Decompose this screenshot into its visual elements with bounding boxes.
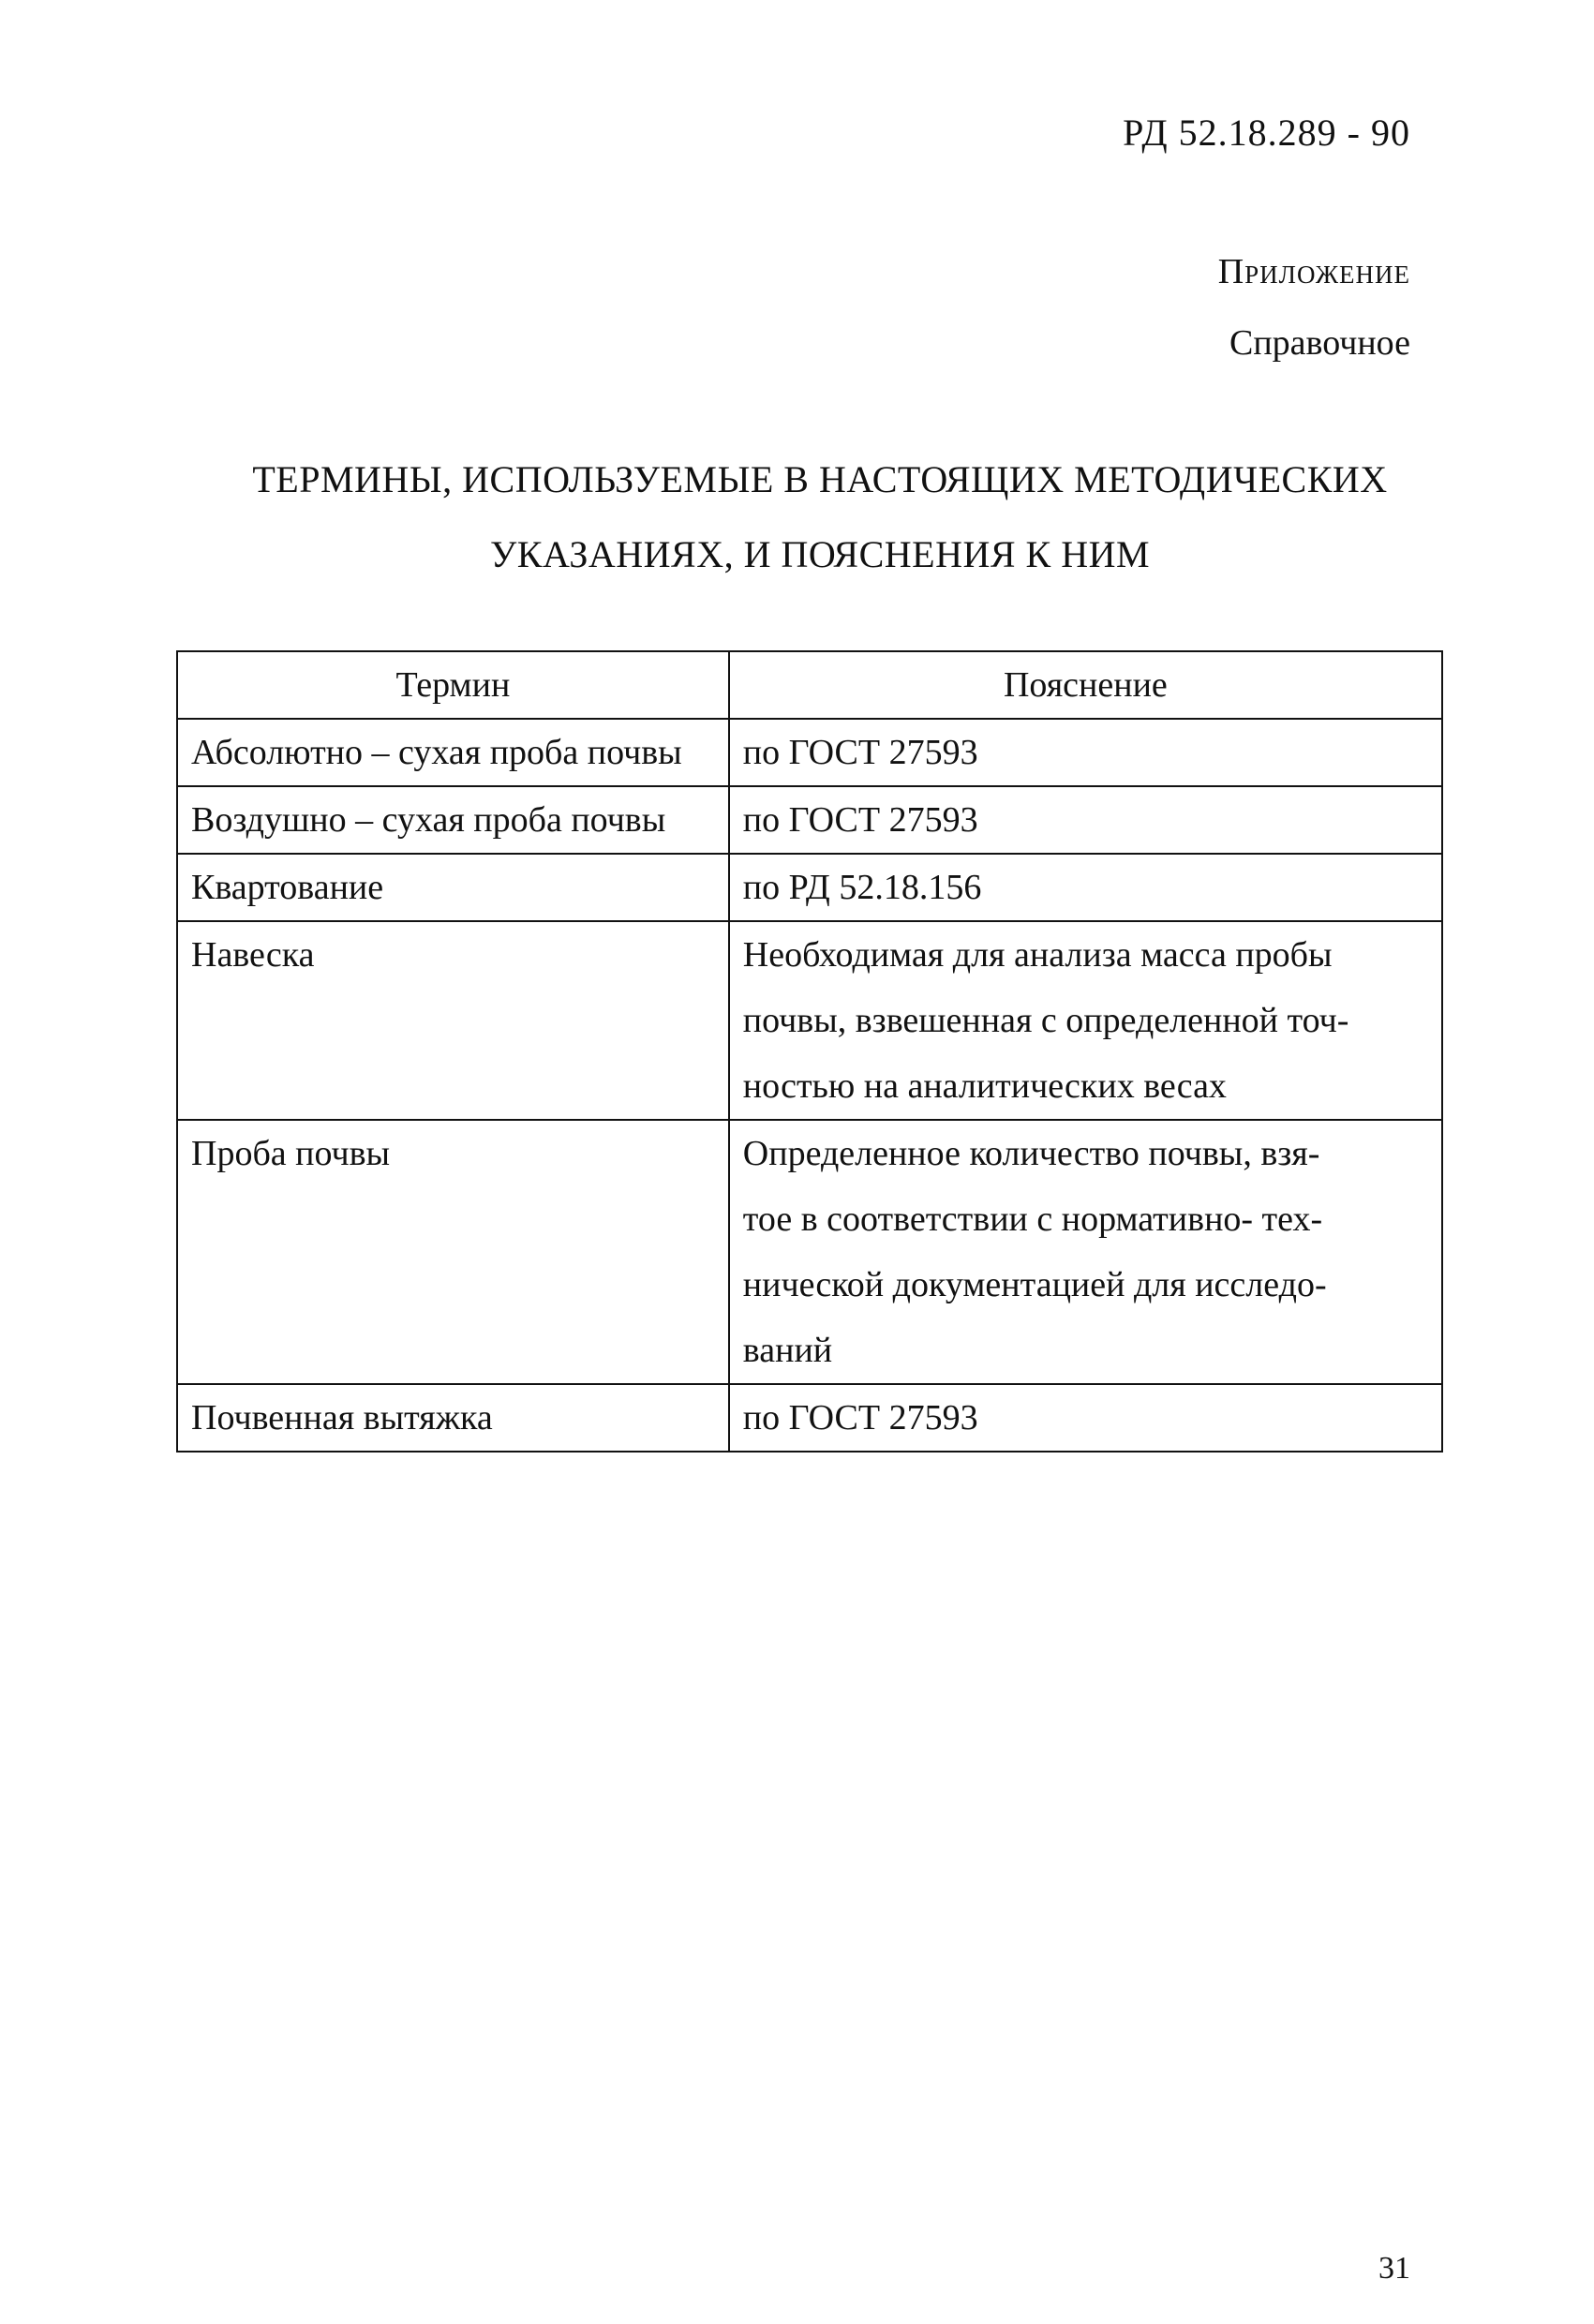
explanation-line: по ГОСТ 27593: [742, 800, 978, 840]
column-header-term: Термин: [177, 651, 729, 719]
appendix-label: Приложение: [1217, 252, 1410, 291]
term-cell: Почвенная вытяжка: [177, 1384, 729, 1452]
document-code: РД 52.18.289 - 90: [1123, 112, 1410, 154]
explanation-line: ностью на аналитических весах: [742, 1066, 1227, 1106]
explanation-line: Необходимая для анализа масса пробы: [742, 935, 1333, 975]
explanation-line: Определенное количество почвы, взя-: [742, 1134, 1320, 1173]
page-title: [178, 442, 1462, 592]
term-cell: Воздушно – сухая проба почвы: [177, 786, 729, 854]
term-cell: Абсолютно – сухая проба почвы: [177, 719, 729, 786]
column-header-explanation: Пояснение: [729, 651, 1442, 719]
table-row: [177, 921, 1442, 1120]
explanation-line: почвы, взвешенная с определенной точ-: [742, 1001, 1349, 1040]
explanation-cell: [729, 1384, 1442, 1452]
explanation-line: нической документацией для исследо-: [742, 1265, 1327, 1304]
table-row: [177, 1384, 1442, 1452]
explanation-cell: [729, 921, 1442, 1120]
table-row: [177, 854, 1442, 921]
table-row: [177, 786, 1442, 854]
explanation-line: тое в соответствии с нормативно- тех-: [742, 1199, 1323, 1239]
terms-table: [176, 650, 1443, 1452]
explanation-line: по ГОСТ 27593: [742, 1398, 978, 1438]
term-cell: Навеска: [177, 921, 729, 1120]
explanation-cell: [729, 719, 1442, 786]
explanation-cell: [729, 854, 1442, 921]
term-cell: Квартование: [177, 854, 729, 921]
table-row: [177, 1120, 1442, 1384]
table-row: [177, 719, 1442, 786]
term-cell: Проба почвы: [177, 1120, 729, 1384]
appendix-type: Справочное: [1229, 323, 1410, 363]
explanation-line: по РД 52.18.156: [742, 868, 982, 907]
explanation-line: по ГОСТ 27593: [742, 733, 978, 772]
page-title-line-1: ТЕРМИНЫ, ИСПОЛЬЗУЕМЫЕ В НАСТОЯЩИХ МЕТОДИЧЕСКИХ: [252, 458, 1388, 500]
page-title-line-2: УКАЗАНИЯХ, И ПОЯСНЕНИЯ К НИМ: [489, 533, 1151, 575]
table-header-row: [177, 651, 1442, 719]
explanation-cell: [729, 786, 1442, 854]
explanation-line: ваний: [742, 1331, 833, 1370]
explanation-cell: [729, 1120, 1442, 1384]
page-number: 31: [1378, 2251, 1410, 2286]
